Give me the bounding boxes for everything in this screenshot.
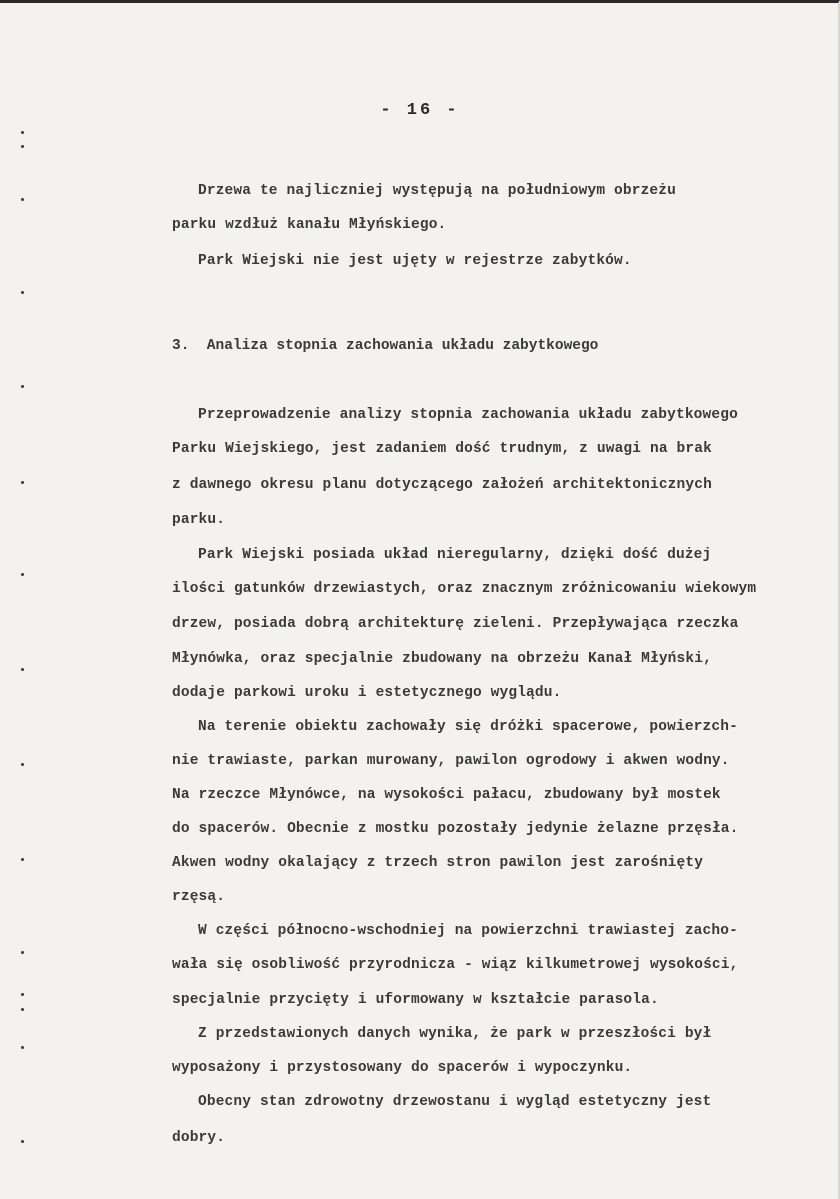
body-line: wała się osobliwość przyrodnicza - wiąz kilkumetrowej wysokości, [172,957,739,973]
body-line: parku. [172,512,226,528]
page-number: - 16 - [380,101,460,120]
margin-mark [21,763,24,766]
margin-mark [21,951,24,954]
body-line: Młynówka, oraz specjalnie zbudowany na obrzeżu Kanał Młyński, [172,651,712,667]
body-line: rzęsą. [172,889,226,905]
body-line: nie trawiaste, parkan murowany, pawilon ogrodowy i akwen wodny. [172,753,730,769]
intro-line: Drzewa te najliczniej występują na południowym obrzeżu [198,183,676,199]
body-line: dodaje parkowi uroku i estetycznego wyglądu. [172,685,562,701]
body-line: Park Wiejski posiada układ nieregularny, dzięki dość dużej [198,547,712,563]
intro-line: parku wzdłuż kanału Młyńskiego. [172,217,447,233]
body-line: wyposażony i przystosowany do spacerów i wypoczynku. [172,1060,633,1076]
body-line: drzew, posiada dobrą architekturę zieleni. Przepływająca rzeczka [172,616,739,632]
body-line: Akwen wodny okalający z trzech stron pawilon jest zarośnięty [172,855,704,871]
margin-mark [21,573,24,576]
margin-mark [21,198,24,201]
body-line: dobry. [172,1130,226,1146]
intro-line: Park Wiejski nie jest ujęty w rejestrze zabytków. [198,253,632,269]
body-line: Obecny stan zdrowotny drzewostanu i wygląd estetyczny jest [198,1094,712,1110]
margin-mark [21,858,24,861]
body-line: Na terenie obiektu zachowały się dróżki spacerowe, powierzch- [198,719,738,735]
margin-mark [21,1008,24,1011]
margin-mark [21,481,24,484]
body-line: Z przedstawionych danych wynika, że park w przeszłości był [198,1026,712,1042]
margin-mark [21,145,24,148]
margin-mark [21,668,24,671]
margin-mark [21,1140,24,1143]
body-line: ilości gatunków drzewiastych, oraz znacznym zróżnicowaniu wiekowym [172,581,757,597]
body-line: Przeprowadzenie analizy stopnia zachowania układu zabytkowego [198,407,738,423]
section-heading: 3. Analiza stopnia zachowania układu zabytkowego [172,338,599,354]
margin-mark [21,385,24,388]
margin-mark [21,993,24,996]
margin-mark [21,1046,24,1049]
body-line: specjalnie przycięty i uformowany w kształcie parasola. [172,992,659,1008]
body-line: z dawnego okresu planu dotyczącego założeń architektonicznych [172,477,712,493]
margin-mark [21,291,24,294]
body-line: W części północno-wschodniej na powierzchni trawiastej zacho- [198,923,738,939]
body-line: do spacerów. Obecnie z mostku pozostały jedynie żelazne przęsła. [172,821,739,837]
body-line: Na rzeczce Młynówce, na wysokości pałacu, zbudowany był mostek [172,787,721,803]
body-line: Parku Wiejskiego, jest zadaniem dość trudnym, z uwagi na brak [172,441,712,457]
margin-mark [21,131,24,134]
